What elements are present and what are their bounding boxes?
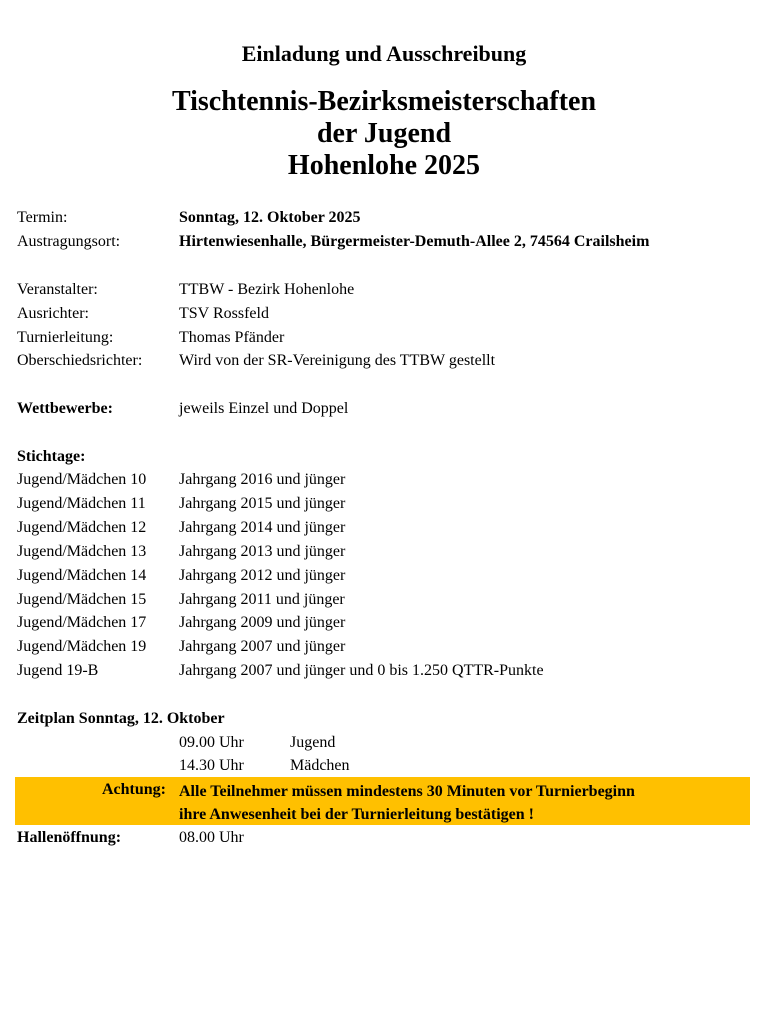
document-title	[0, 86, 768, 182]
info-row-veranstalter	[17, 280, 354, 300]
hallenoeffnung-row	[17, 828, 244, 848]
stichtag-rule: Jahrgang 2009 und jünger	[179, 614, 346, 631]
stichtag-row	[17, 566, 345, 586]
wettbewerbe-row	[17, 399, 348, 419]
info-row-oberschiedsrichter	[17, 351, 495, 371]
stichtag-rule: Jahrgang 2012 und jünger	[179, 567, 346, 584]
stichtag-class: Jugend 19-B	[17, 662, 99, 679]
stichtag-row	[17, 494, 345, 514]
title-line: Tischtennis-Bezirksmeisterschaften	[171, 86, 597, 117]
attention-line: ihre Anwesenheit bei der Turnierleitung bestätigen !	[179, 806, 534, 823]
zeitplan-row	[179, 733, 335, 753]
stichtage-heading: Stichtage:	[17, 448, 86, 465]
attention-banner	[15, 777, 750, 825]
stichtag-row	[17, 518, 345, 538]
info-label: Veranstalter:	[17, 281, 98, 298]
info-value: Thomas Pfänder	[179, 329, 285, 346]
stichtag-rule: Jahrgang 2016 und jünger	[179, 471, 346, 488]
zeitplan-time: 09.00 Uhr	[179, 734, 244, 751]
info-value: Hirtenwiesenhalle, Bürgermeister-Demuth-Allee 2, 74564 Crailsheim	[179, 233, 650, 250]
stichtag-rule: Jahrgang 2011 und jünger	[179, 591, 345, 608]
title-line: der Jugend	[316, 118, 452, 149]
zeitplan-heading: Zeitplan Sonntag, 12. Oktober	[17, 710, 225, 727]
info-row-turnierleitung	[17, 328, 284, 348]
stichtag-class: Jugend/Mädchen 19	[17, 638, 147, 655]
hallenoeffnung-value: 08.00 Uhr	[179, 829, 244, 846]
wettbewerbe-value: jeweils Einzel und Doppel	[179, 400, 349, 417]
stichtag-rule: Jahrgang 2013 und jünger	[179, 543, 346, 560]
stichtag-rule: Jahrgang 2007 und jünger	[179, 638, 346, 655]
stichtag-rule: Jahrgang 2014 und jünger	[179, 519, 346, 536]
info-value: TSV Rossfeld	[179, 305, 269, 322]
stichtag-class: Jugend/Mädchen 14	[17, 567, 147, 584]
stichtag-row	[17, 542, 345, 562]
stichtag-class: Jugend/Mädchen 15	[17, 591, 147, 608]
zeitplan-group: Mädchen	[290, 757, 350, 774]
stichtag-row	[17, 590, 345, 610]
info-value: Sonntag, 12. Oktober 2025	[179, 209, 361, 226]
hallenoeffnung-label: Hallenöffnung:	[17, 829, 122, 846]
zeitplan-row	[179, 756, 350, 776]
info-label: Termin:	[17, 209, 68, 226]
attention-text	[179, 780, 635, 826]
info-value: TTBW - Bezirk Hohenlohe	[179, 281, 355, 298]
stichtag-row	[17, 637, 345, 657]
stichtag-row	[17, 470, 345, 490]
attention-label: Achtung:	[101, 781, 166, 798]
info-row-termin	[17, 208, 361, 228]
zeitplan-time: 14.30 Uhr	[179, 757, 244, 774]
info-row-ausrichter	[17, 304, 269, 324]
wettbewerbe-label: Wettbewerbe:	[17, 400, 113, 417]
stichtag-class: Jugend/Mädchen 12	[17, 519, 147, 536]
stichtag-rule: Jahrgang 2007 und jünger und 0 bis 1.250 QTTR-Punkte	[179, 662, 544, 679]
info-label: Turnierleitung:	[17, 329, 114, 346]
zeitplan-group: Jugend	[290, 734, 336, 751]
info-label: Ausrichter:	[17, 305, 89, 322]
stichtag-row	[17, 613, 345, 633]
info-label: Oberschiedsrichter:	[17, 352, 143, 369]
stichtag-class: Jugend/Mädchen 17	[17, 614, 147, 631]
title-line: Hohenlohe 2025	[287, 150, 481, 181]
stichtag-row	[17, 661, 544, 681]
stichtag-class: Jugend/Mädchen 10	[17, 471, 147, 488]
stichtag-class: Jugend/Mädchen 11	[17, 495, 146, 512]
document-subtitle: Einladung und Ausschreibung	[241, 41, 527, 66]
stichtag-rule: Jahrgang 2015 und jünger	[179, 495, 346, 512]
attention-line: Alle Teilnehmer müssen mindestens 30 Minuten vor Turnierbeginn	[179, 783, 635, 800]
info-value: Wird von der SR-Vereinigung des TTBW gestellt	[179, 352, 496, 369]
stichtag-class: Jugend/Mädchen 13	[17, 543, 147, 560]
info-row-austragungsort	[17, 232, 649, 252]
info-label: Austragungsort:	[17, 233, 121, 250]
